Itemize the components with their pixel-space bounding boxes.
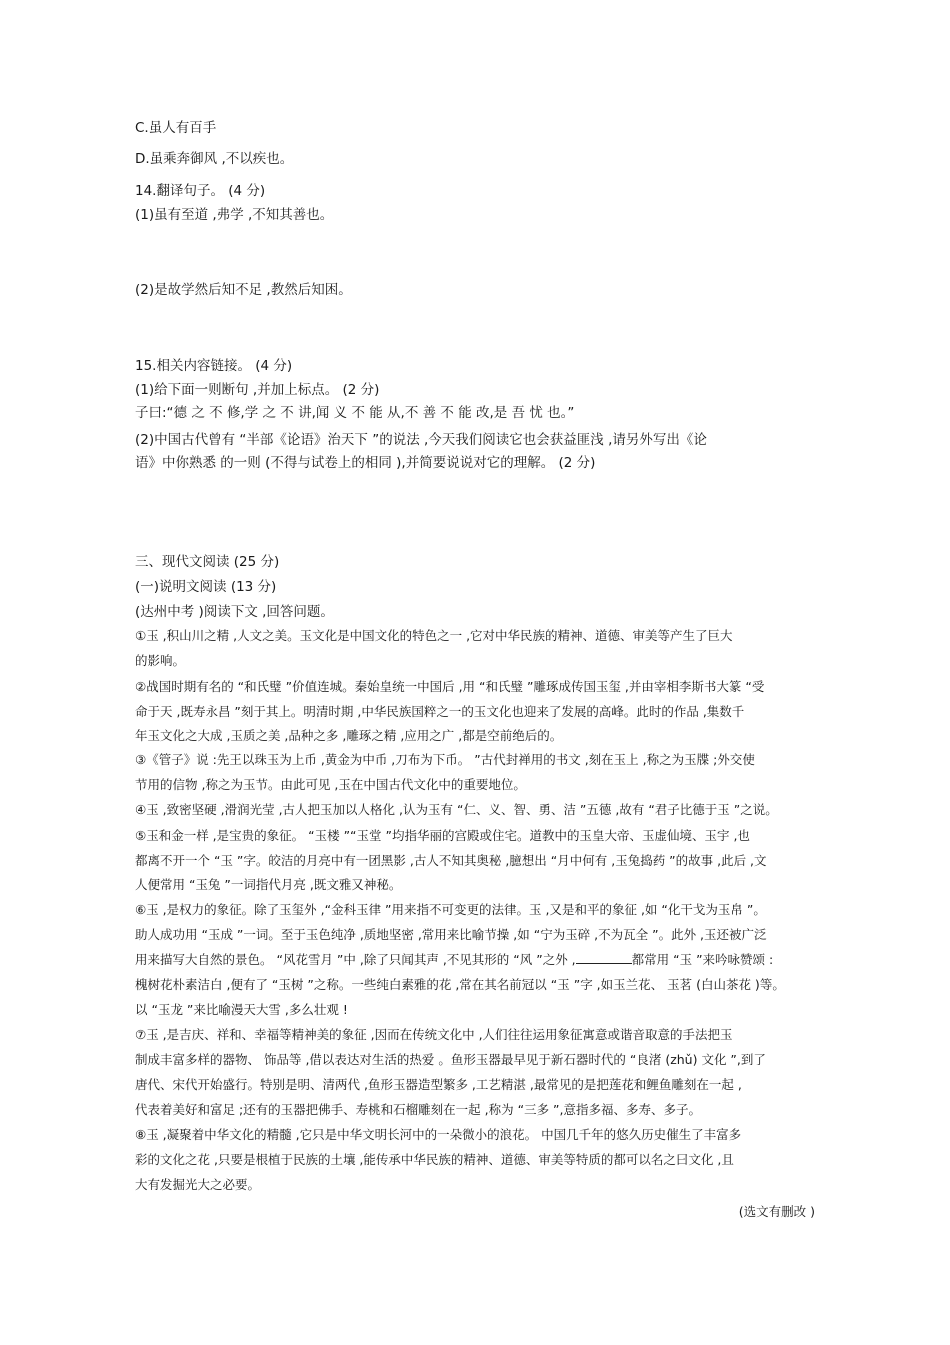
- passage-line: ④玉 ,致密坚硬 ,滑润光莹 ,古人把玉加以人格化 ,认为玉有 “仁、义、智、勇、洁 ”五德 ,故有 “君子比德于玉 ”之说。: [135, 802, 778, 817]
- section-3-subtitle: (一)说明文阅读 (13 分): [135, 579, 277, 595]
- answer-blank[interactable]: [576, 951, 632, 964]
- passage-line: 的影响。: [135, 653, 186, 668]
- passage-line: 制成丰富多样的器物、 饰品等 ,借以表达对生活的热爱 。鱼形玉器最早见于新石器时代的 “良渚 (zhǔ) 文化 ”,到了: [135, 1052, 766, 1067]
- q14-title: 14.翻译句子。 (4 分): [135, 183, 266, 199]
- source-note: (选文有删改 ): [738, 1204, 815, 1219]
- passage-line: ②战国时期有名的 “和氏璧 ”价值连城。秦始皇统一中国后 ,用 “和氏璧 ”雕琢成传国玉玺 ,并由宰相李斯书大篆 “受: [135, 679, 765, 694]
- passage-line: ⑥玉 ,是权力的象征。除了玉玺外 ,“金科玉律 ”用来指不可变更的法律。玉 ,又是和平的象征 ,如 “化干戈为玉帛 ”。: [135, 902, 766, 917]
- q13-option-c: C.虽人有百手: [135, 120, 217, 136]
- q14-sentence-1: (1)虽有至道 ,弗学 ,不知其善也。: [135, 207, 334, 223]
- passage-line: 年玉文化之大成 ,玉质之美 ,品种之多 ,雕琢之精 ,应用之广 ,都是空前绝后的。: [135, 728, 563, 743]
- q14-sentence-2: (2)是故学然后知不足 ,教然后知困。: [135, 282, 352, 298]
- passage-line: 唐代、宋代开始盛行。特别是明、清两代 ,鱼形玉器造型繁多 ,工艺精湛 ,最常见的是把莲花和鲤鱼雕刻在一起 ,: [135, 1077, 742, 1092]
- passage-line: ③《管子》说 :先王以珠玉为上币 ,黄金为中币 ,刀布为下币。 ”古代封禅用的书文 ,刻在玉上 ,称之为玉牒 ;外交使: [135, 752, 755, 767]
- q13-option-d: D.虽乘奔御风 ,不以疾也。: [135, 151, 294, 167]
- passage-line: 节用的信物 ,称之为玉节。由此可见 ,玉在中国古代文化中的重要地位。: [135, 777, 526, 792]
- passage-line: 彩的文化之花 ,只要是根植于民族的土壤 ,能传承中华民族的精神、道德、审美等特质的都可以名之曰文化 ,且: [135, 1152, 734, 1167]
- passage-line: ①玉 ,积山川之精 ,人文之美。玉文化是中国文化的特色之一 ,它对中华民族的精神、道德、审美等产生了巨大: [135, 628, 733, 643]
- passage-line-tail: 都常用 “玉 ”来吟咏赞颂 :: [631, 952, 774, 967]
- section-3-title: 三、现代文阅读 (25 分): [135, 554, 280, 570]
- passage-line: ⑤玉和金一样 ,是宝贵的象征。 “玉楼 ”“玉堂 ”均指华丽的宫殿或住宅。道教中的玉皇大帝、玉虚仙境、玉宇 ,也: [135, 828, 750, 843]
- passage-line-with-blank: [135, 951, 773, 969]
- q15-part-1-text: 子曰:“德 之 不 修,学 之 不 讲,闻 义 不 能 从,不 善 不 能 改,是 吾 忧 也。”: [135, 405, 575, 421]
- q15-part-2-line-2: 语》中你熟悉 的一则 (不得与试卷上的相同 ),并简要说说对它的理解。 (2 分): [135, 455, 596, 471]
- q15-part-2-line-1: (2)中国古代曾有 “半部《论语》治天下 ”的说法 ,今天我们阅读它也会获益匪浅 ,请另外写出《论: [135, 432, 707, 448]
- passage-line: 槐树花朴素洁白 ,便有了 “玉树 ”之称。一些纯白素雅的花 ,常在其名前冠以 “玉 ”字 ,如玉兰花、 玉茗 (白山茶花 )等。: [135, 977, 785, 992]
- passage-line: 都离不开一个 “玉 ”字。皎洁的月亮中有一团黑影 ,古人不知其奥秘 ,臆想出 “月中何有 ,玉兔捣药 ”的故事 ,此后 ,文: [135, 853, 767, 868]
- passage-line: ⑧玉 ,凝聚着中华文化的精髓 ,它只是中华文明长河中的一朵微小的浪花。 中国几千年的悠久历史催生了丰富多: [135, 1127, 742, 1142]
- passage-line: 大有发掘光大之必要。: [135, 1177, 261, 1192]
- section-3-instruction: (达州中考 )阅读下文 ,回答问题。: [135, 604, 334, 620]
- passage-line: 以 “玉龙 ”来比喻漫天大雪 ,多么壮观 !: [135, 1002, 348, 1017]
- passage-line: ⑦玉 ,是吉庆、祥和、幸福等精神美的象征 ,因而在传统文化中 ,人们往往运用象征寓意或谐音取意的手法把玉: [135, 1027, 733, 1042]
- passage-line: 命于天 ,既寿永昌 ”刻于其上。明清时期 ,中华民族国粹之一的玉文化也迎来了发展的高峰。此时的作品 ,集数千: [135, 704, 745, 719]
- passage-line: 人便常用 “玉兔 ”一词指代月亮 ,既文雅又神秘。: [135, 877, 402, 892]
- q15-part-1: (1)给下面一则断句 ,并加上标点。 (2 分): [135, 382, 380, 398]
- passage-line: 代表着美好和富足 ;还有的玉器把佛手、寿桃和石榴雕刻在一起 ,称为 “三多 ”,意指多福、多寿、多子。: [135, 1102, 702, 1117]
- passage-line: 助人成功用 “玉成 ”一词。至于玉色纯净 ,质地坚密 ,常用来比喻节操 ,如 “宁为玉碎 ,不为瓦全 ”。此外 ,玉还被广泛: [135, 927, 767, 942]
- passage-line-head: 用来描写大自然的景色。 “风花雪月 ”中 ,除了只闻其声 ,不见其形的 “风 ”之外 ,: [135, 952, 576, 967]
- q15-title: 15.相关内容链接。 (4 分): [135, 358, 293, 374]
